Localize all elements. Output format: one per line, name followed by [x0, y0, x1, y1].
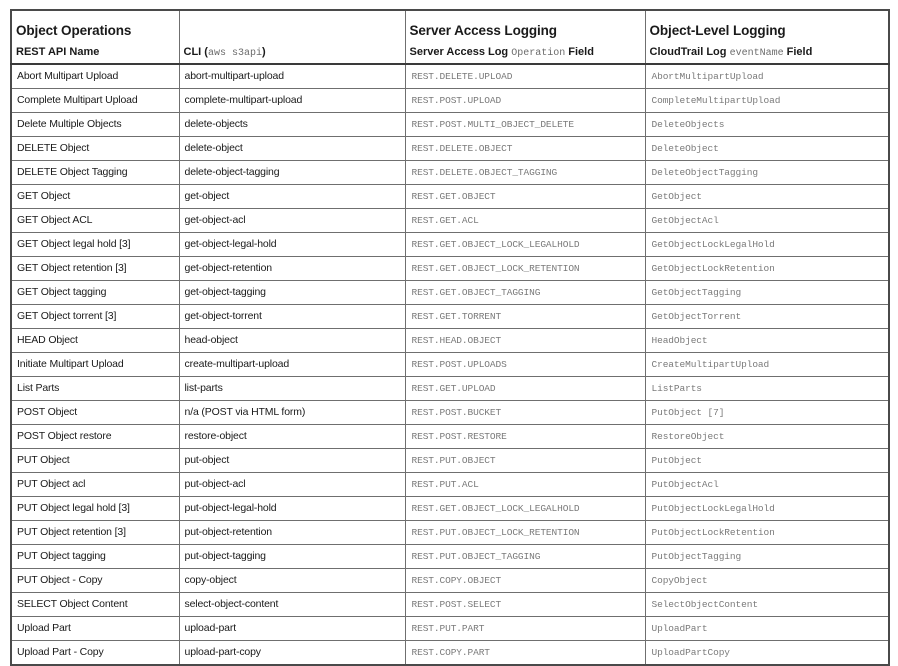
table-row — [11, 449, 889, 473]
cell-rest-api-name: PUT Object — [11, 449, 179, 473]
cell-cli: get-object-legal-hold — [179, 233, 405, 257]
cell-server-access-log-operation: REST.COPY.PART — [405, 641, 645, 666]
table-row — [11, 281, 889, 305]
table-row — [11, 353, 889, 377]
cell-server-access-log-operation: REST.POST.RESTORE — [405, 425, 645, 449]
cell-server-access-log-operation: REST.GET.OBJECT — [405, 185, 645, 209]
cell-server-access-log-operation: REST.HEAD.OBJECT — [405, 329, 645, 353]
cell-cli: put-object-acl — [179, 473, 405, 497]
table-row — [11, 113, 889, 137]
cell-cloudtrail-event-name: HeadObject — [645, 329, 889, 353]
cell-server-access-log-operation: REST.DELETE.UPLOAD — [405, 64, 645, 89]
cell-rest-api-name: Upload Part — [11, 617, 179, 641]
table-row — [11, 89, 889, 113]
cell-rest-api-name: DELETE Object — [11, 137, 179, 161]
cell-rest-api-name: PUT Object retention [3] — [11, 521, 179, 545]
cell-server-access-log-operation: REST.DELETE.OBJECT — [405, 137, 645, 161]
table-row — [11, 521, 889, 545]
cell-cli: put-object-legal-hold — [179, 497, 405, 521]
cell-cloudtrail-event-name: DeleteObjects — [645, 113, 889, 137]
table-row — [11, 593, 889, 617]
table-row — [11, 569, 889, 593]
cell-rest-api-name: HEAD Object — [11, 329, 179, 353]
column-header-cli-mono: aws s3api — [207, 47, 262, 59]
table-row — [11, 233, 889, 257]
cell-server-access-log-operation: REST.POST.UPLOADS — [405, 353, 645, 377]
cell-server-access-log-operation: REST.POST.MULTI_OBJECT_DELETE — [405, 113, 645, 137]
cell-cli: get-object-retention — [179, 257, 405, 281]
cell-cli: delete-object-tagging — [179, 161, 405, 185]
cell-cloudtrail-event-name: PutObjectAcl — [645, 473, 889, 497]
cell-cli: get-object-torrent — [179, 305, 405, 329]
table-row — [11, 137, 889, 161]
table-row — [11, 617, 889, 641]
cell-server-access-log-operation: REST.COPY.OBJECT — [405, 569, 645, 593]
table-row — [11, 545, 889, 569]
cell-cli: put-object-retention — [179, 521, 405, 545]
cell-cloudtrail-event-name: CreateMultipartUpload — [645, 353, 889, 377]
cell-rest-api-name: DELETE Object Tagging — [11, 161, 179, 185]
table-row — [11, 185, 889, 209]
cell-rest-api-name: PUT Object - Copy — [11, 569, 179, 593]
cell-rest-api-name: Upload Part - Copy — [11, 641, 179, 666]
cell-cli: copy-object — [179, 569, 405, 593]
table-body — [11, 64, 889, 665]
header-group-object-level-logging: Object-Level Logging — [645, 10, 889, 41]
cell-cli: abort-multipart-upload — [179, 64, 405, 89]
cell-cloudtrail-event-name: GetObjectLockRetention — [645, 257, 889, 281]
column-header-rest-api-name — [11, 41, 179, 64]
cell-rest-api-name: GET Object — [11, 185, 179, 209]
cell-cloudtrail-event-name: RestoreObject — [645, 425, 889, 449]
cell-rest-api-name: GET Object tagging — [11, 281, 179, 305]
table-row — [11, 329, 889, 353]
table-row — [11, 305, 889, 329]
cell-server-access-log-operation: REST.POST.UPLOAD — [405, 89, 645, 113]
cell-cloudtrail-event-name: SelectObjectContent — [645, 593, 889, 617]
cell-rest-api-name: Complete Multipart Upload — [11, 89, 179, 113]
cell-cli: get-object-tagging — [179, 281, 405, 305]
cell-cloudtrail-event-name: ListParts — [645, 377, 889, 401]
cell-cloudtrail-event-name: PutObject [7] — [645, 401, 889, 425]
cell-rest-api-name: PUT Object tagging — [11, 545, 179, 569]
table-row — [11, 497, 889, 521]
cell-cli: upload-part — [179, 617, 405, 641]
cell-rest-api-name: Abort Multipart Upload — [11, 64, 179, 89]
table-row — [11, 401, 889, 425]
cell-server-access-log-operation: REST.DELETE.OBJECT_TAGGING — [405, 161, 645, 185]
table-row — [11, 64, 889, 89]
cell-cli: list-parts — [179, 377, 405, 401]
cell-server-access-log-operation: REST.PUT.OBJECT — [405, 449, 645, 473]
cell-cloudtrail-event-name: GetObject — [645, 185, 889, 209]
cell-rest-api-name: GET Object torrent [3] — [11, 305, 179, 329]
cell-server-access-log-operation: REST.GET.OBJECT_LOCK_LEGALHOLD — [405, 497, 645, 521]
cell-cli: restore-object — [179, 425, 405, 449]
cell-server-access-log-operation: REST.PUT.OBJECT_TAGGING — [405, 545, 645, 569]
cell-cloudtrail-event-name: PutObjectTagging — [645, 545, 889, 569]
column-header-server-access-log-operation — [405, 41, 645, 64]
cell-rest-api-name: List Parts — [11, 377, 179, 401]
cell-server-access-log-operation: REST.POST.BUCKET — [405, 401, 645, 425]
cell-cloudtrail-event-name: PutObjectLockLegalHold — [645, 497, 889, 521]
column-header-rest-api-name-text: REST API Name — [16, 46, 100, 58]
column-header-cloudtrail-tail: Field — [783, 45, 813, 58]
cell-server-access-log-operation: REST.GET.OBJECT_LOCK_LEGALHOLD — [405, 233, 645, 257]
cell-rest-api-name: GET Object retention [3] — [11, 257, 179, 281]
cell-rest-api-name: POST Object — [11, 401, 179, 425]
table-row — [11, 377, 889, 401]
column-header-cloudtrail-event-name — [645, 41, 889, 64]
cell-server-access-log-operation: REST.PUT.PART — [405, 617, 645, 641]
header-group-server-access-logging: Server Access Logging — [405, 10, 645, 41]
table-row — [11, 425, 889, 449]
table-row — [11, 161, 889, 185]
cell-cloudtrail-event-name: CompleteMultipartUpload — [645, 89, 889, 113]
cell-cli: put-object-tagging — [179, 545, 405, 569]
column-header-server-access-log-mono: Operation — [511, 47, 566, 59]
cell-cloudtrail-event-name: DeleteObjectTagging — [645, 161, 889, 185]
cell-rest-api-name: SELECT Object Content — [11, 593, 179, 617]
column-header-server-access-log-tail: Field — [565, 45, 594, 58]
cell-cloudtrail-event-name: CopyObject — [645, 569, 889, 593]
table-header — [11, 10, 889, 64]
cell-server-access-log-operation: REST.PUT.OBJECT_LOCK_RETENTION — [405, 521, 645, 545]
cell-cli: n/a (POST via HTML form) — [179, 401, 405, 425]
table-row — [11, 257, 889, 281]
cell-cli: head-object — [179, 329, 405, 353]
cell-cli: delete-objects — [179, 113, 405, 137]
cell-rest-api-name: Delete Multiple Objects — [11, 113, 179, 137]
cell-cli: get-object-acl — [179, 209, 405, 233]
cell-server-access-log-operation: REST.GET.UPLOAD — [405, 377, 645, 401]
cell-cloudtrail-event-name: UploadPart — [645, 617, 889, 641]
cell-server-access-log-operation: REST.GET.ACL — [405, 209, 645, 233]
header-group-blank — [179, 10, 405, 41]
cell-cli: get-object — [179, 185, 405, 209]
cell-cloudtrail-event-name: PutObjectLockRetention — [645, 521, 889, 545]
cell-cloudtrail-event-name: GetObjectTagging — [645, 281, 889, 305]
cell-cloudtrail-event-name: UploadPartCopy — [645, 641, 889, 666]
cell-server-access-log-operation: REST.GET.OBJECT_TAGGING — [405, 281, 645, 305]
cell-cli: delete-object — [179, 137, 405, 161]
column-header-cli-text: CLI ( — [183, 45, 208, 58]
cell-cloudtrail-event-name: GetObjectAcl — [645, 209, 889, 233]
cell-cli: complete-multipart-upload — [179, 89, 405, 113]
cell-server-access-log-operation: REST.GET.TORRENT — [405, 305, 645, 329]
cell-rest-api-name: POST Object restore — [11, 425, 179, 449]
cell-rest-api-name: Initiate Multipart Upload — [11, 353, 179, 377]
cell-cli: put-object — [179, 449, 405, 473]
header-row-group-titles — [11, 10, 889, 41]
cell-rest-api-name: PUT Object legal hold [3] — [11, 497, 179, 521]
cell-server-access-log-operation: REST.PUT.ACL — [405, 473, 645, 497]
table-row — [11, 473, 889, 497]
header-row-column-titles — [11, 41, 889, 64]
table-row — [11, 209, 889, 233]
cell-cli: create-multipart-upload — [179, 353, 405, 377]
cell-rest-api-name: GET Object legal hold [3] — [11, 233, 179, 257]
cell-cloudtrail-event-name: PutObject — [645, 449, 889, 473]
cell-cli: select-object-content — [179, 593, 405, 617]
object-operations-logging-table — [10, 9, 890, 666]
column-header-cloudtrail-text: CloudTrail Log — [649, 45, 730, 58]
cell-cloudtrail-event-name: AbortMultipartUpload — [645, 64, 889, 89]
column-header-server-access-log-text: Server Access Log — [409, 45, 512, 58]
cell-cli: upload-part-copy — [179, 641, 405, 666]
column-header-cloudtrail-mono: eventName — [729, 47, 784, 59]
cell-rest-api-name: PUT Object acl — [11, 473, 179, 497]
cell-cloudtrail-event-name: DeleteObject — [645, 137, 889, 161]
column-header-cli — [179, 41, 405, 64]
header-group-object-operations: Object Operations — [11, 10, 179, 41]
cell-server-access-log-operation: REST.GET.OBJECT_LOCK_RETENTION — [405, 257, 645, 281]
table-row — [11, 641, 889, 666]
cell-cloudtrail-event-name: GetObjectLockLegalHold — [645, 233, 889, 257]
cell-cloudtrail-event-name: GetObjectTorrent — [645, 305, 889, 329]
cell-rest-api-name: GET Object ACL — [11, 209, 179, 233]
cell-server-access-log-operation: REST.POST.SELECT — [405, 593, 645, 617]
column-header-cli-tail: ) — [261, 45, 266, 58]
